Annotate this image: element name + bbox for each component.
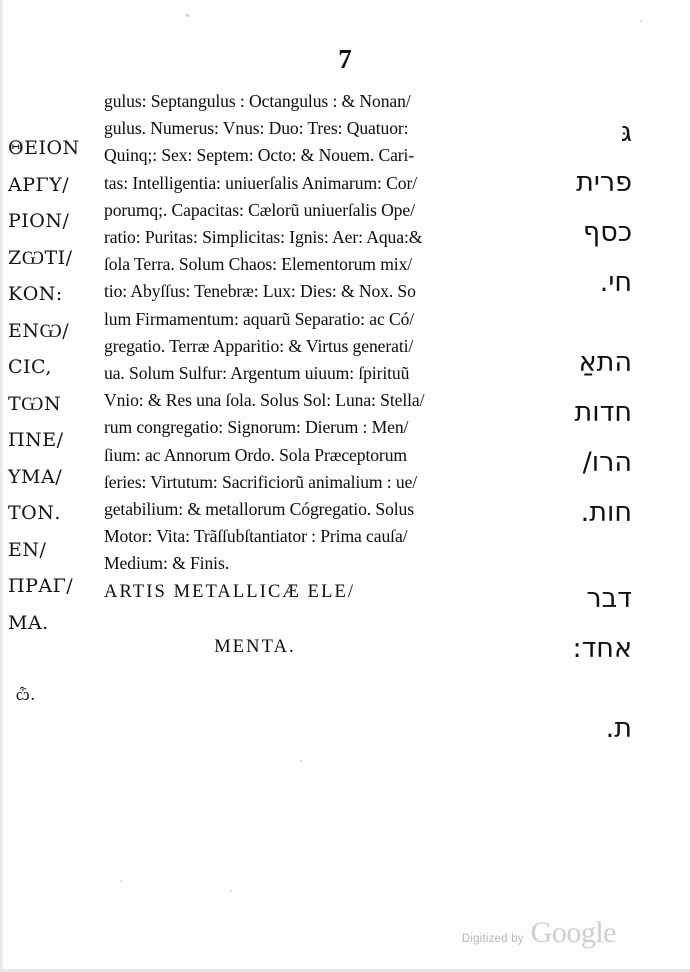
body-line: ua. Solum Sulfur: Argentum uiuum: ſpirituũ — [104, 363, 410, 384]
greek-margin-line: ΕΝѠ/ — [8, 319, 70, 342]
greek-margin-line: ΖѠΤΙ/ — [8, 246, 73, 269]
section-heading — [104, 582, 516, 658]
greek-margin-line: ΠΡΑΓ/ — [8, 575, 74, 597]
hebrew-margin-line: ת. — [605, 713, 632, 744]
greek-margin-line: CIC, — [8, 356, 52, 378]
hebrew-margin-line: חי. — [599, 267, 632, 298]
scan-speck — [186, 14, 189, 17]
body-line: ſeries: Virtutum: Sacrificiorũ animalium : ue/ — [104, 471, 418, 492]
scan-speck — [640, 20, 642, 22]
body-line: tio: Abyſſus: Tenebræ: Lux: Dies: & Nox. So — [104, 281, 416, 302]
hebrew-margin-line: אחד: — [572, 633, 632, 664]
body-line: gulus: Septangulus : Octangulus : & Nonan/ — [104, 91, 411, 111]
body-line: gregatio. Terræ Apparitio: & Virtus generati/ — [104, 335, 414, 356]
greek-margin-line: ΥΜΑ/ — [8, 465, 63, 488]
body-line: Medium: & Finis. — [104, 553, 229, 574]
scan-speck — [230, 890, 232, 892]
greek-margin-line: ΘΕΙΟΝ — [8, 137, 80, 159]
hebrew-margin-line: חדות — [574, 397, 632, 428]
greek-margin-line: ΕΝ/ — [8, 538, 47, 561]
greek-margin-line: ΤΟΝ. — [8, 502, 61, 524]
body-line: rum congregatio: Signorum: Dierum : Men/ — [104, 417, 409, 438]
hebrew-margin-line: התאַ — [578, 347, 632, 378]
digitized-watermark — [462, 916, 616, 950]
hebrew-margin-line: דבר — [586, 583, 632, 614]
body-line: Motor: Vita: Trãſſubſtantiator : Prima cauſa/ — [104, 526, 408, 547]
greek-margin-line: ΠΝΕ/ — [8, 429, 64, 451]
section-heading-line-2: MENTA. — [214, 637, 296, 657]
page-edge-shadow — [0, 0, 4, 972]
latin-body-text — [104, 88, 516, 578]
body-line: ſola Terra. Solum Chaos: Elementorum mix/ — [104, 254, 413, 275]
hebrew-margin-line: חות. — [580, 497, 632, 528]
page-number: 7 — [338, 44, 352, 74]
scan-speck — [300, 760, 302, 762]
body-line: tas: Intelligentia: uniuerſalis Animarum: Cor/ — [104, 172, 418, 193]
greek-marginal-column — [8, 130, 94, 714]
hebrew-marginal-column — [536, 108, 632, 754]
body-line: Vnio: & Res una ſola. Solus Sol: Luna: Stella/ — [104, 390, 425, 411]
greek-margin-final-line: ѽ. — [16, 685, 36, 705]
body-line: ſium: ac Annorum Ordo. Sola Præceptorum — [104, 444, 407, 465]
hebrew-margin-line: הרו/ — [582, 447, 632, 478]
digitized-by-label: Digitized by — [461, 933, 524, 945]
body-line: Quinq;: Sex: Septem: Octo: & Nouem. Cari- — [104, 145, 415, 166]
greek-margin-line: ΜΑ. — [8, 611, 49, 634]
hebrew-margin-line: פרית — [576, 167, 632, 198]
greek-margin-line: ΚΟΝ: — [8, 283, 63, 305]
greek-margin-line: ΤѠΝ — [8, 392, 62, 415]
body-line: porumq;. Capacitas: Cælorũ uniuerſalis Ope/ — [104, 199, 415, 220]
body-line: lum Firmamentum: aquarũ Separatio: ac Có/ — [104, 308, 415, 329]
section-heading-line-1: ARTIS METALLICÆ ELE/ — [104, 582, 356, 602]
greek-margin-line: ΡΙΟΝ/ — [8, 210, 70, 232]
hebrew-margin-line: כסף — [582, 217, 632, 248]
body-line: gulus. Numerus: Vnus: Duo: Tres: Quatuor: — [104, 118, 409, 139]
scan-speck — [120, 880, 122, 882]
body-line: ratio: Puritas: Simplicitas: Ignis: Aer: Aqua:& — [104, 227, 423, 248]
hebrew-margin-line: גּ — [620, 117, 632, 148]
body-line: getabilium: & metallorum Cógregatio. Solus — [104, 499, 415, 520]
google-wordmark: Google — [530, 916, 616, 949]
greek-margin-line: ΑΡΓΥ/ — [8, 173, 70, 196]
